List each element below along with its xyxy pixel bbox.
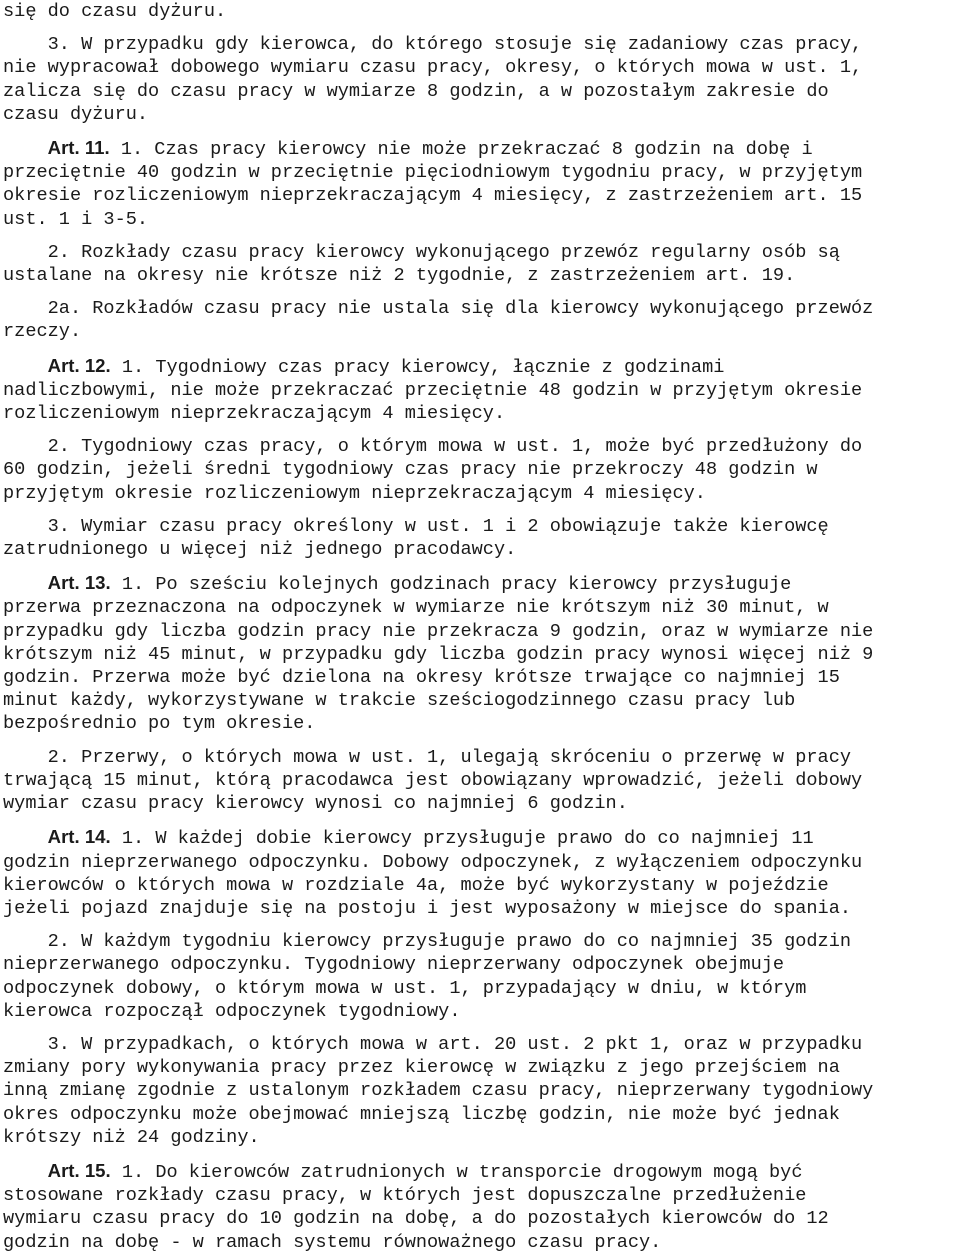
text-line: kierowców o których mowa w rozdziale 4a, może być wykorzystany w pojeździe <box>3 874 829 896</box>
text-line: 3. W przypadkach, o których mowa w art. 20 ust. 2 pkt 1, oraz w przypadku <box>3 1033 863 1055</box>
text-line: minut każdy, wykorzystywane w trakcie sześciogodzinnego czasu pracy lub <box>3 690 796 712</box>
paragraph-gap <box>3 505 959 515</box>
paragraph <box>3 825 959 920</box>
text-line: wymiar czasu pracy kierowcy wynosi co najmniej 6 godzin. <box>3 793 628 815</box>
article-label: Art. 11. <box>47 137 110 159</box>
paragraph-first-line <box>3 1159 959 1184</box>
text-line: bezpośrednio po tym okresie. <box>3 713 316 735</box>
paragraph <box>3 746 959 816</box>
text-line: jeżeli pojazd znajduje się na postoju i jest wyposażony w miejsce do spania. <box>3 897 852 919</box>
text-line: ust. 1 i 3-5. <box>3 208 149 230</box>
text-line: godzin na dobę - w ramach systemu równoważnego czasu pracy. <box>3 1231 662 1253</box>
text-line: przeciętnie 40 godzin w przeciętnie pięciodniowym tygodniu pracy, w przyjętym <box>3 162 863 184</box>
indent <box>3 828 48 849</box>
paragraph-gap <box>3 736 959 746</box>
text-line: przypadku gdy liczba godzin pracy nie przekracza 9 godzin, oraz w wymiarze nie <box>3 620 874 642</box>
indent <box>3 1162 48 1183</box>
text-line: nieprzerwanego odpoczynku. Tygodniowy nieprzerwany odpoczynek obejmuje <box>3 954 785 976</box>
document-body <box>3 0 959 1254</box>
text-line: stosowane rozkłady czasu pracy, w których jest dopuszczalne przedłużenie <box>3 1185 807 1207</box>
text-line: ustalane na okresy nie krótsze niż 2 tygodnie, z zastrzeżeniem art. 19. <box>3 265 796 287</box>
paragraph-gap <box>3 920 959 930</box>
text-line: wymiaru czasu pracy do 10 godzin na dobę, a do pozostałych kierowców do 12 <box>3 1208 829 1230</box>
paragraph <box>3 515 959 561</box>
text-line: się do czasu dyżuru. <box>3 1 227 22</box>
paragraph <box>3 571 959 735</box>
paragraph-gap <box>3 23 959 33</box>
paragraph <box>3 930 959 1023</box>
paragraph <box>3 435 959 505</box>
paragraph-gap <box>3 1149 959 1159</box>
text-line: 2a. Rozkładów czasu pracy nie ustala się dla kierowcy wykonującego przewóz <box>3 298 874 320</box>
article-label: Art. 12. <box>47 354 111 376</box>
indent <box>3 574 48 595</box>
text-line: inną zmianę zgodnie z ustalonym rozkładem czasu pracy, nieprzerwany tygodniowy <box>3 1080 874 1102</box>
text-line: nie wypracował dobowego wymiaru czasu pracy, okresy, o których mowa w ust. 1, <box>3 57 863 79</box>
article-first-line-text: 1. Po sześciu kolejnych godzinach pracy kierowcy przysługuje <box>110 574 792 596</box>
text-line: przerwa przeznaczona na odpoczynek w wymiarze nie krótszym niż 30 minut, w <box>3 597 829 619</box>
text-line: 2. W każdym tygodniu kierowcy przysługuje prawo do co najmniej 35 godzin <box>3 931 852 953</box>
text-line: godzin. Przerwa może być dzielona na okresy krótsze trwające co najmniej 15 <box>3 667 840 689</box>
article-first-line-text: 1. Tygodniowy czas pracy kierowcy, łącznie z godzinami <box>110 356 725 378</box>
paragraph-gap <box>3 1023 959 1033</box>
indent <box>3 139 48 160</box>
text-line: 3. Wymiar czasu pracy określony w ust. 1 i 2 obowiązuje także kierowcę <box>3 515 829 537</box>
indent <box>3 357 48 378</box>
paragraph-gap <box>3 231 959 241</box>
text-line: godzin nieprzerwanego odpoczynku. Dobowy odpoczynek, z wyłączeniem odpoczynku <box>3 851 863 873</box>
text-line: rozliczeniowym nieprzekraczającym 4 miesięcy. <box>3 403 506 425</box>
text-line: 2. Tygodniowy czas pracy, o którym mowa w ust. 1, może być przedłużony do <box>3 436 863 458</box>
text-line: 2. Przerwy, o których mowa w ust. 1, ulegają skróceniu o przerwę w pracy <box>3 746 852 768</box>
text-line: okres odpoczynku może obejmować mniejszą liczbę godzin, nie może być jednak <box>3 1103 840 1125</box>
text-line: nadliczbowymi, nie może przekraczać przeciętnie 48 godzin w przyjętym okresie <box>3 379 863 401</box>
paragraph <box>3 1033 959 1149</box>
paragraph <box>3 354 959 426</box>
text-line: okresie rozliczeniowym nieprzekraczającym 4 miesięcy, z zastrzeżeniem art. 15 <box>3 185 863 207</box>
paragraph-gap <box>3 425 959 435</box>
paragraph <box>3 1159 959 1254</box>
paragraph <box>3 136 959 231</box>
text-line: odpoczynek dobowy, o którym mowa w ust. 1, przypadający w dniu, w którym <box>3 977 807 999</box>
text-line: 60 godzin, jeżeli średni tygodniowy czas pracy nie przekroczy 48 godzin w <box>3 459 818 481</box>
text-line: krótszy niż 24 godziny. <box>3 1126 260 1148</box>
text-line: czasu dyżuru. <box>3 103 149 125</box>
paragraph <box>3 33 959 126</box>
paragraph-gap <box>3 344 959 354</box>
paragraph-gap <box>3 815 959 825</box>
paragraph-first-line <box>3 354 959 379</box>
text-line: przyjętym okresie rozliczeniowym nieprzekraczającym 4 miesięcy. <box>3 482 706 504</box>
paragraph-first-line <box>3 825 959 850</box>
article-first-line-text: 1. Czas pracy kierowcy nie może przekraczać 8 godzin na dobę i <box>109 139 813 161</box>
paragraph-gap <box>3 561 959 571</box>
text-line: zalicza się do czasu pracy w wymiarze 8 godzin, a w pozostałym zakresie do <box>3 80 829 102</box>
text-line: zmiany pory wykonywania pracy przez kierowcę w związku z jego przejściem na <box>3 1057 840 1079</box>
article-label: Art. 13. <box>47 572 111 594</box>
article-first-line-text: 1. W każdej dobie kierowcy przysługuje prawo do co najmniej 11 <box>110 828 814 850</box>
paragraph-gap <box>3 126 959 136</box>
text-line: kierowca rozpoczął odpoczynek tygodniowy. <box>3 1000 461 1022</box>
paragraph-first-line <box>3 571 959 596</box>
paragraph <box>3 297 959 343</box>
article-first-line-text: 1. Do kierowców zatrudnionych w transporcie drogowym mogą być <box>110 1161 803 1183</box>
text-line: 2. Rozkłady czasu pracy kierowcy wykonującego przewóz regularny osób są <box>3 241 840 263</box>
text-line: krótszym niż 45 minut, w przypadku gdy liczba godzin pracy wynosi więcej niż 9 <box>3 643 874 665</box>
article-label: Art. 15. <box>47 1159 111 1181</box>
paragraph <box>3 241 959 287</box>
text-line: 3. W przypadku gdy kierowca, do którego stosuje się zadaniowy czas pracy, <box>3 34 863 56</box>
paragraph-first-line <box>3 136 959 161</box>
article-label: Art. 14. <box>47 826 111 848</box>
text-line: trwającą 15 minut, którą pracodawca jest obowiązany wprowadzić, jeżeli dobowy <box>3 769 863 791</box>
text-line: rzeczy. <box>3 321 82 343</box>
paragraph-gap <box>3 287 959 297</box>
paragraph <box>3 0 959 23</box>
text-line: zatrudnionego u więcej niż jednego pracodawcy. <box>3 539 517 561</box>
